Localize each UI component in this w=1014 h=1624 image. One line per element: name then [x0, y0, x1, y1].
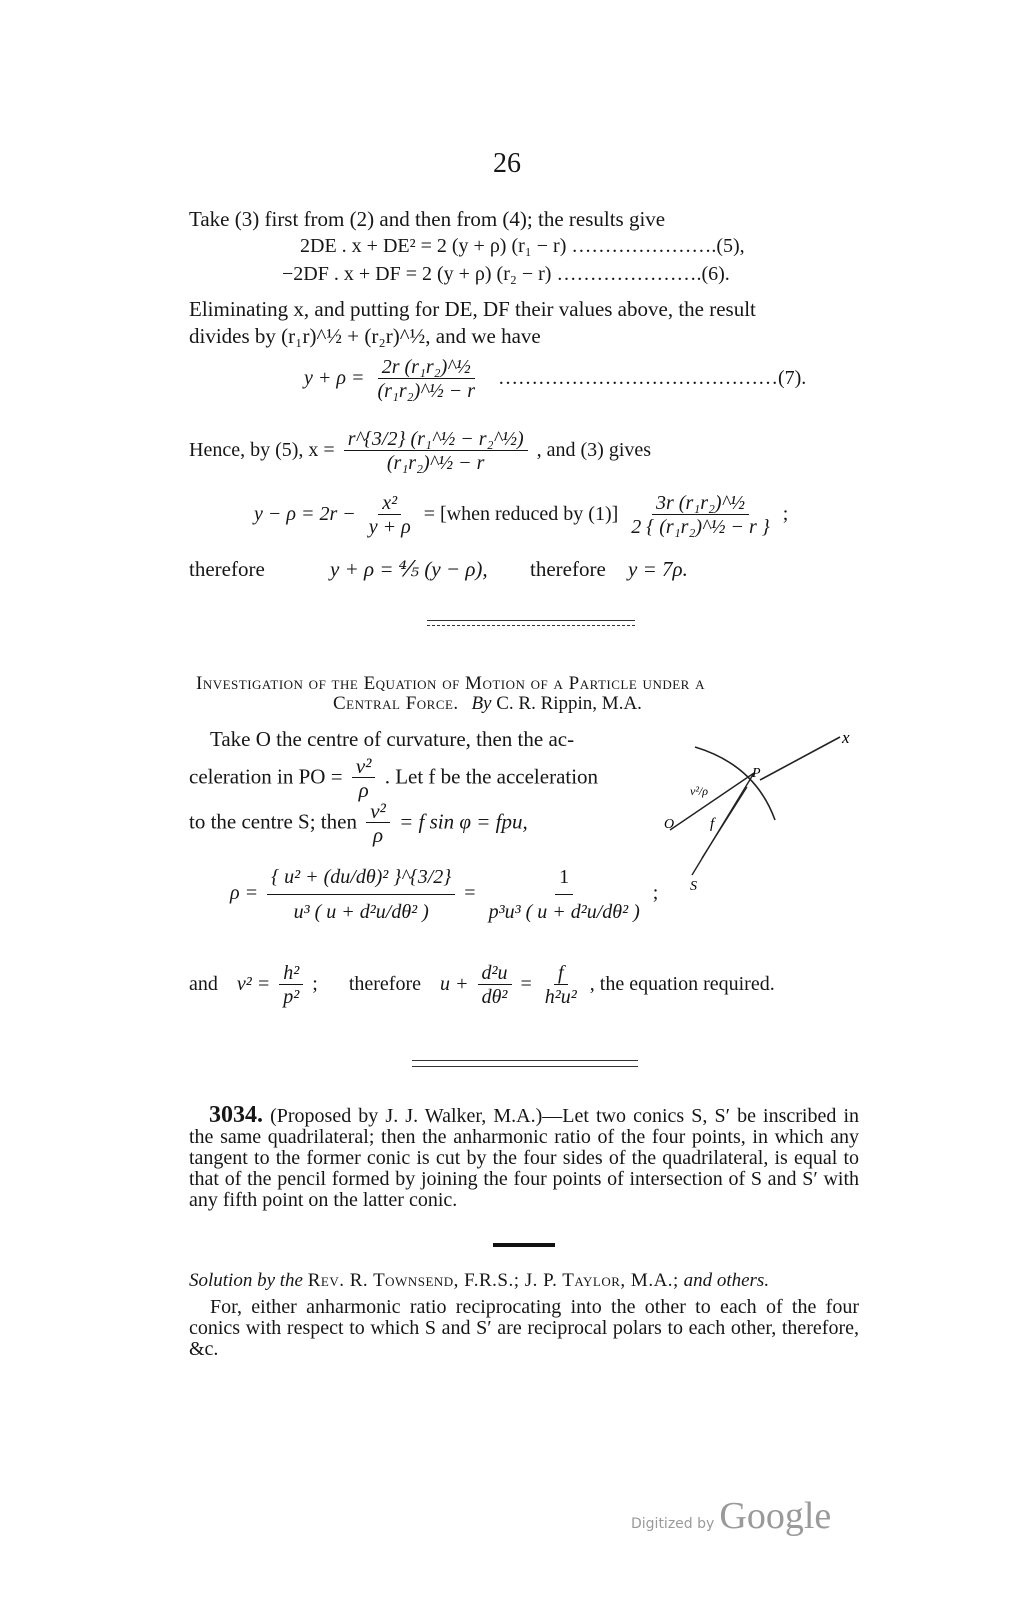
section-line-3-fraction: [366, 800, 390, 847]
final-equation: [189, 962, 775, 1009]
section-author: C. R. Rippin, M.A.: [496, 693, 642, 714]
rho-num-1: { u² + (du/dθ)² }^{3/2}: [267, 860, 455, 895]
solution-divider: [493, 1243, 555, 1247]
hence-fraction: [344, 428, 528, 475]
equation-6: −2DF . x + DF = 2 (y + ρ) (r₂ − r) ………………….(6).: [282, 263, 730, 285]
section-line-3-pre: to the centre S; then: [189, 809, 357, 834]
eq7-tag: ……………………………………(7).: [497, 367, 807, 390]
section-line-3: [189, 800, 528, 847]
final-lhs: u +: [440, 973, 469, 996]
label-v2rho: v²/ρ: [690, 784, 709, 798]
section-line-2-den: ρ: [358, 778, 369, 802]
section-line-3-post: = f sin φ = fpu,: [399, 809, 528, 834]
rho-num-2: 1: [555, 860, 573, 895]
ymp-end: ;: [782, 503, 789, 526]
final-den: dθ²: [481, 986, 508, 1008]
eliminating-line: Eliminating x, and putting for DE, DF their values above, the result: [189, 297, 756, 321]
result-1: y + ρ = ⅘ (y − ρ),: [330, 557, 488, 581]
rho-lhs: ρ =: [230, 882, 259, 905]
section-divider-1b: [427, 625, 635, 626]
final-post: , the equation required.: [589, 973, 775, 996]
v2-num: h²: [279, 962, 303, 985]
force-diagram: [650, 725, 865, 900]
section-title-line-2: [333, 693, 642, 715]
hence-post: , and (3) gives: [536, 439, 652, 462]
problem-3034: [189, 1102, 860, 1211]
section-divider-2: [412, 1060, 638, 1061]
force-line: [702, 787, 747, 858]
hence-pre: Hence, by (5), x =: [189, 439, 335, 462]
intro-line: Take (3) first from (2) and then from (4); the results give: [189, 207, 666, 231]
hence-equation: [189, 428, 651, 475]
section-line-2-fraction: [352, 755, 376, 802]
ymp-right-denominator: 2 { (r₁r₂)^½ − r }: [631, 516, 770, 538]
ymp-fraction: [365, 492, 415, 539]
label-f: f: [710, 816, 715, 832]
ymp-denominator: y + ρ: [368, 516, 411, 538]
rho-den-1: u³ ( u + d²u/dθ² ): [293, 901, 429, 923]
final-therefore: therefore: [348, 973, 421, 996]
rho-equation: [230, 860, 658, 929]
final-rden: h²u²: [544, 986, 577, 1008]
rho-den-2: p³u³ ( u + d²u/dθ² ): [488, 901, 640, 923]
final-fraction-right: [541, 962, 581, 1009]
section-line-2-post: . Let f be the acceleration: [384, 764, 599, 789]
section-title-line-1: Investigation of the Equation of Motion of a Particle under a: [196, 673, 705, 694]
v2-fraction: [279, 962, 303, 1009]
ymp-right-numerator: 3r (r₁r₂)^½: [652, 492, 749, 515]
divides-line: divides by (r₁r)^½ + (r₂r)^½, and we have: [189, 324, 541, 348]
therefore-label-2: therefore: [530, 557, 606, 581]
solution-heading: [189, 1267, 769, 1294]
hence-denominator: (r₁r₂)^½ − r: [386, 452, 485, 474]
label-o: O: [664, 817, 675, 832]
tangent-line: [760, 737, 840, 780]
page-number: 26: [493, 148, 521, 179]
ymp-lhs: y − ρ = 2r −: [254, 503, 356, 526]
rho-equals: =: [464, 882, 476, 905]
therefore-label-1: therefore: [189, 557, 265, 581]
final-equals: =: [520, 973, 532, 996]
section-line-2-num: v²: [352, 755, 376, 778]
eq7-denominator: (r₁r₂)^½ − r: [377, 380, 475, 402]
equation-7: [304, 356, 806, 403]
section-line-3-den: ρ: [372, 823, 384, 847]
section-divider-1: [427, 620, 635, 621]
watermark-brand: Google: [719, 1495, 832, 1537]
google-watermark: [631, 1494, 831, 1538]
hence-numerator: r^{3/2} (r₁^½ − r₂^½): [344, 428, 528, 451]
section-line-2-pre: celeration in PO =: [189, 764, 343, 789]
ymp-mid: = [when reduced by (1)]: [423, 503, 619, 526]
equation-5: 2DE . x + DE² = 2 (y + ρ) (r₁ − r) ………………….(5),: [300, 235, 745, 257]
solution-heading-post: and others.: [683, 1270, 770, 1291]
ymp-numerator: x²: [378, 492, 401, 515]
solution-heading-names: Rev. R. Townsend, F.R.S.; J. P. Taylor, M.A.;: [307, 1270, 679, 1291]
section-by: By: [471, 693, 492, 714]
final-num: d²u: [478, 962, 512, 985]
label-x: x: [842, 728, 850, 747]
eq7-fraction: [373, 356, 479, 403]
eq7-numerator: 2r (r₁r₂)^½: [378, 356, 475, 379]
solution-heading-pre: Solution by the: [189, 1270, 303, 1291]
final-and: and: [189, 973, 218, 996]
rho-fraction-2: [485, 860, 644, 929]
problem-number: 3034.: [209, 1102, 263, 1128]
section-title-central: Central Force.: [333, 693, 459, 714]
v2-lhs: v² =: [236, 973, 271, 996]
ymp-right-fraction: [627, 492, 774, 539]
section-line-3-num: v²: [366, 800, 390, 823]
section-line-1: Take O the centre of curvature, then the ac-: [210, 727, 575, 751]
eq7-lhs: y + ρ =: [304, 367, 365, 390]
label-s: S: [690, 879, 697, 894]
problem-text: (Proposed by J. J. Walker, M.A.)—Let two conics S, S′ be inscribed in the same quadrilateral; then the anharmonic ratio of the four points, in which any tangent to the former conic is cut by the four sides of the quadrilateral, is equal to that of the pencil formed by joining the four points of intersection of S and S′ with any fifth point on the latter conic.: [189, 1105, 860, 1211]
y-minus-rho-equation: [254, 492, 788, 539]
final-rnum: f: [554, 962, 568, 985]
section-line-2: [189, 755, 598, 802]
label-p: P: [752, 766, 761, 781]
v2-den: p²: [283, 986, 300, 1008]
solution-text: For, either anharmonic ratio reciprocating into the other to each of the four conics with respect to which S and S′ are reciprocal polars to each other, therefore, &c.: [189, 1296, 859, 1360]
section-divider-2b: [412, 1066, 638, 1067]
v2-end: ;: [312, 973, 318, 996]
final-fraction-left: [478, 962, 512, 1009]
rho-end: ;: [652, 882, 659, 905]
watermark-small: Digitized by: [631, 1516, 715, 1532]
rho-fraction-1: [267, 860, 455, 929]
result-2: y = 7ρ.: [628, 557, 688, 581]
